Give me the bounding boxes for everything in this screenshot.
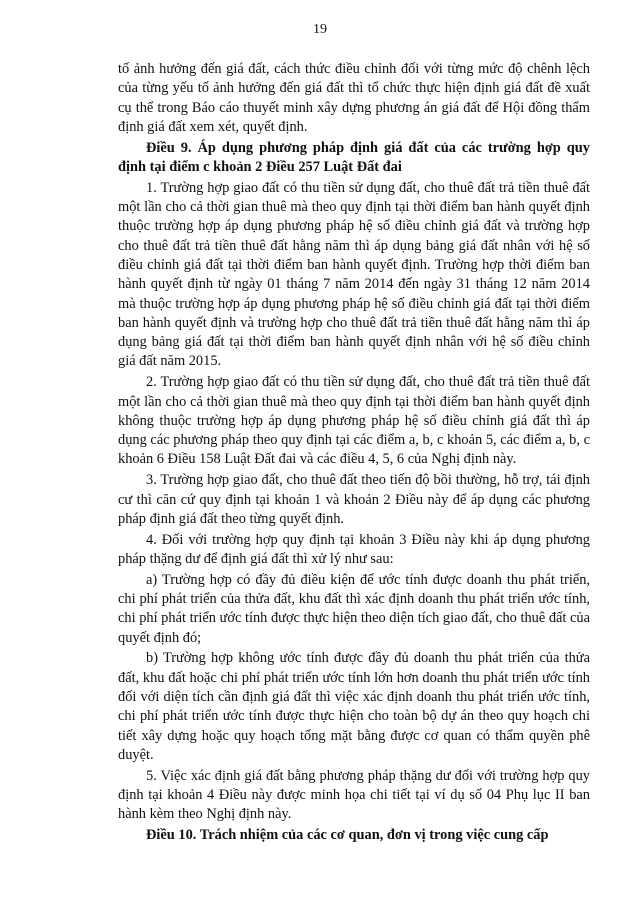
article-9-clause-4-point-b: b) Trường hợp không ước tính được đầy đủ doanh thu phát triển của thửa đất, khu đất hoặc chi phí phát triển ước tính lớn hơn doanh thu phát triển ước tính đối với diện tích cần định giá đất thì việc xác định doanh thu phát triển ước tính, chi phí phát triển ước tính được thực hiện cho toàn bộ dự án theo quy hoạch chi tiết xây dựng hoặc quy hoạch tổng mặt bằng được cơ quan có thẩm quyền phê duyệt.	[118, 650, 590, 763]
article-9-heading: Điều 9. Áp dụng phương pháp định giá đất của các trường hợp quy định tại điểm c khoản 2 Điều 257 Luật Đất đai	[118, 139, 590, 175]
article-9-clause-2: 2. Trường hợp giao đất có thu tiền sử dụng đất, cho thuê đất trả tiền thuê đất một lần cho cả thời gian thuê mà theo quy định tại thời điểm ban hành quyết định không thuộc trường hợp áp dụng phương pháp hệ số điều chỉnh giá đất thì áp dụng các phương pháp theo quy định tại các điểm a, b, c khoản 5, các điểm a, b, c khoản 6 Điều 158 Luật Đất đai và các điều 4, 5, 6 của Nghị định này.	[118, 374, 590, 468]
document-body	[118, 60, 590, 847]
article-9-clause-4: 4. Đối với trường hợp quy định tại khoản 3 Điều này khi áp dụng phương pháp thặng dư để định giá đất thì xử lý như sau:	[118, 531, 590, 567]
page-number: 19	[313, 22, 327, 37]
article-9-clause-4-point-a: a) Trường hợp có đầy đủ điều kiện để ước tính được doanh thu phát triển, chi phí phát triển của thửa đất, khu đất thì xác định doanh thu phát triển ước tính, chi phí phát triển ước tính được thực hiện theo diện tích giao đất, cho thuê đất của quyết định đó;	[118, 571, 590, 646]
article-9-clause-1: 1. Trường hợp giao đất có thu tiền sử dụng đất, cho thuê đất trả tiền thuê đất một lần cho cả thời gian thuê mà theo quy định tại thời điểm ban hành quyết định thuộc trường hợp áp dụng phương pháp hệ số điều chỉnh giá đất và trường hợp cho thuê đất trả tiền thuê đất hằng năm thì áp dụng bảng giá đất nhân với hệ số điều chỉnh giá đất tại thời điểm ban hành quyết định. Trường hợp thời điểm ban hành quyết định từ ngày 01 tháng 7 năm 2014 đến ngày 31 tháng 12 năm 2014 mà thuộc trường hợp áp dụng phương pháp hệ số điều chỉnh giá đất tại thời điểm ban hành quyết định và trường hợp cho thuê đất trả tiền thuê đất hằng năm thì áp dụng bảng giá đất tại thời điểm ban hành quyết định nhân với hệ số điều chỉnh giá đất năm 2015.	[118, 179, 590, 370]
article-9-clause-5: 5. Việc xác định giá đất bằng phương pháp thặng dư đối với trường hợp quy định tại khoản 4 Điều này được minh họa chi tiết tại ví dụ số 04 Phụ lục II ban hành kèm theo Nghị định này.	[118, 767, 590, 823]
article-9-clause-3: 3. Trường hợp giao đất, cho thuê đất theo tiến độ bồi thường, hỗ trợ, tái định cư thì căn cứ quy định tại khoản 1 và khoản 2 Điều này để áp dụng các phương pháp định giá đất theo từng quyết định.	[118, 472, 590, 527]
article-10-heading: Điều 10. Trách nhiệm của các cơ quan, đơn vị trong việc cung cấp	[146, 827, 549, 844]
paragraph-continuation: tố ảnh hưởng đến giá đất, cách thức điều chỉnh đối với từng mức độ chênh lệch của từng yếu tố ảnh hưởng đến giá đất thì tổ chức thực hiện định giá đất đề xuất cụ thể trong Báo cáo thuyết minh xây dựng phương án giá đất để Hội đồng thẩm định giá đất xem xét, quyết định.	[118, 61, 590, 135]
